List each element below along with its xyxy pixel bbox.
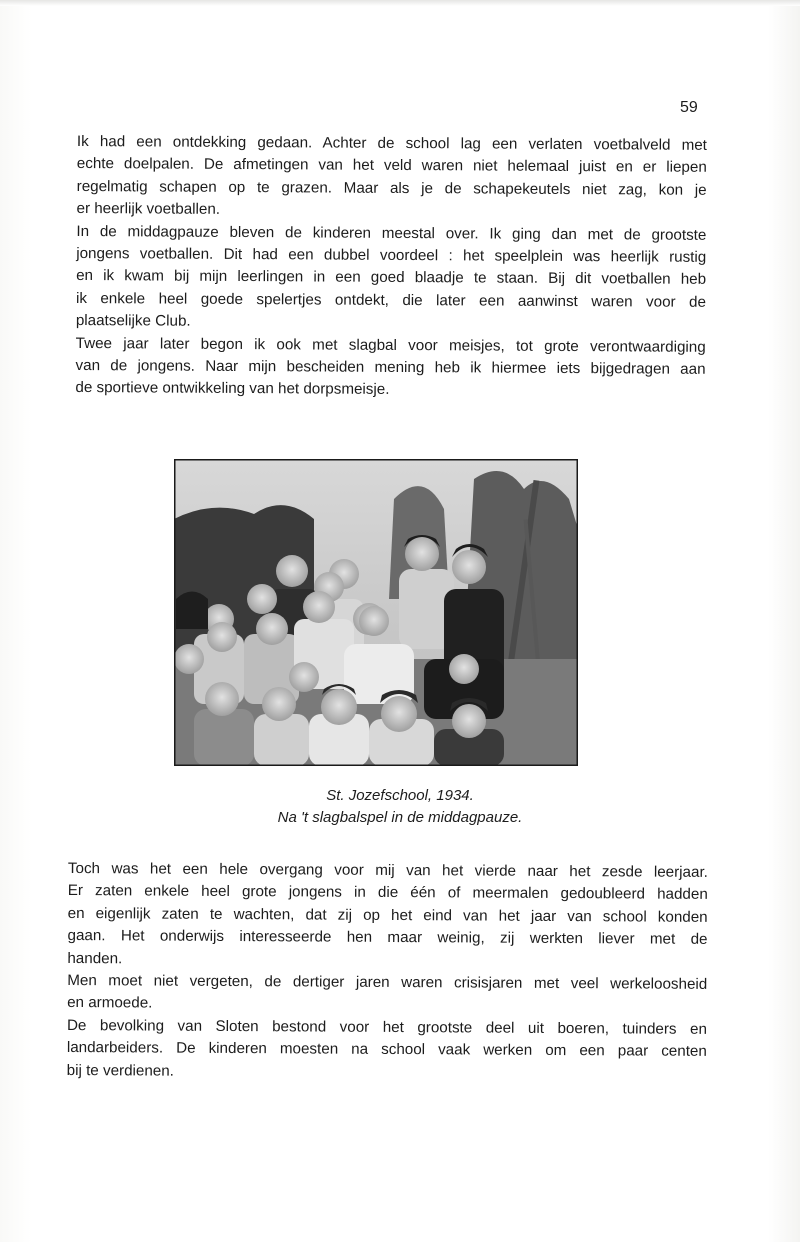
class-photo-image [174,459,578,766]
class-photo [174,459,578,766]
photo-caption-description: Na 't slagbalspel in de middagpauze. [277,809,523,826]
text-line: Er zaten enkele heel grote jongens in die één of meermalen gedoubleerd hadden [67,882,708,904]
paragraph-lunch-break [76,221,707,337]
paragraph-crisis-years [67,970,707,1019]
text-line: handen. [67,949,123,967]
text-line: plaatselijke Club. [75,312,191,330]
text-line: Toch was het een hele overgang voor mij van het vierde naar het zesde leerjaar. [67,859,708,881]
text-line: ik enkele heel goede spelertjes ontdekt, die later een aanwinst waren voor de [75,289,707,311]
text-line: gaan. Het onderwijs interesseerde hen maar weinig, zij werkten liever met de [67,927,708,949]
paragraph-football-field [76,131,707,224]
text-line: en armoede. [67,994,153,1012]
text-line: Twee jaar later begon ik ook met slagbal voor meisjes, tot grote verontwaardiging [75,334,706,356]
text-line: Men moet niet vergeten, de dertiger jaren waren crisisjaren met veel werkeloosheid [67,972,708,993]
text-line: regelmatig schapen op te grazen. Maar als je de schapekeutels niet zag, kon je [76,177,707,199]
photo-caption-title: St. Jozefschool, 1934. [326,787,474,804]
top-text-block [75,131,707,404]
paragraph-sixth-grade [67,858,708,974]
text-line: van de jongens. Naar mijn bescheiden mening heb ik hiermee iets bijgedragen aan [75,357,706,378]
bottom-text-block [67,858,708,1086]
page-number: 59 [680,99,698,116]
text-line: bij te verdienen. [66,1061,174,1080]
paragraph-population-sloten [67,1015,707,1086]
text-line: De bevolking van Sloten bestond voor het grootste deel uit boeren, tuinders en [66,1016,708,1038]
paragraph-slagbal [75,333,705,404]
text-line: de sportieve ontwikkeling van het dorpsmeisje. [75,379,390,399]
text-line: Ik had een ontdekking gedaan. Achter de school lag een verlaten voetbalveld met [76,132,707,154]
text-line: In de middagpauze bleven de kinderen meestal over. Ik ging dan met de grootste [76,222,707,244]
text-line: jongens voetballen. Dit had een dubbel voordeel : het speelplein was heerlijk rustig [76,245,707,266]
text-line: er heerlijk voetballen. [76,200,221,219]
text-line: echte doelpalen. De afmetingen van het veld waren niet helemaal juist en er liepen [76,155,707,177]
text-line: en eigenlijk zaten te wachten, dat zij op het eind van het jaar van school konden [67,904,708,926]
page-top-edge [0,0,800,6]
text-line: landarbeiders. De kinderen moesten na school vaak werken om een paar centen [66,1039,707,1061]
text-line: en ik kwam bij mijn leerlingen in een goed blaadje te staan. Bij dit voetballen heb [76,267,707,289]
